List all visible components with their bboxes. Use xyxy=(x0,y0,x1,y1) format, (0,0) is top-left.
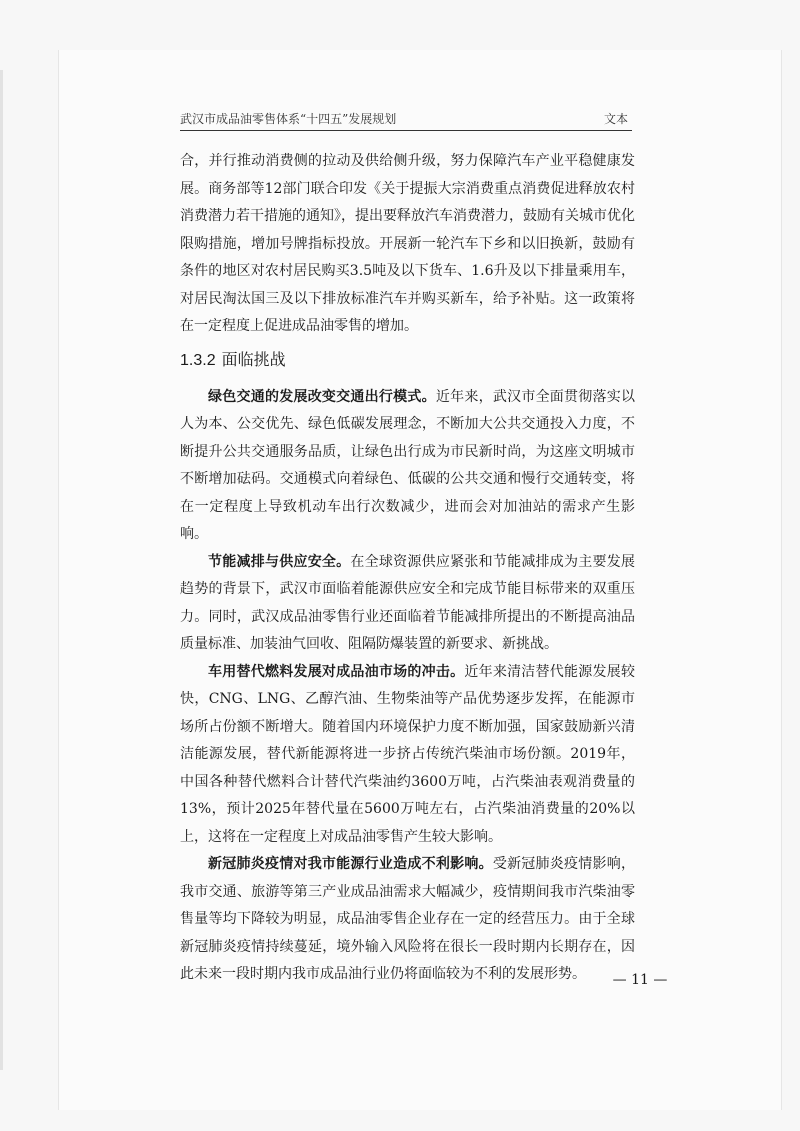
paragraph-text: 在全球资源供应紧张和节能减排成为主要发展趋势的背景下，武汉市面临着能源供应安全和完成节能目标带来的双重压力。同时，武汉成品油零售行业还面临着节能减排所提出的不断提高油品质量标准、加装油气回收、阻隔防爆装置的新要求、新挑战。 xyxy=(180,553,636,652)
paragraph-text: 近年来，武汉市全面贯彻落实以人为本、公交优先、绿色低碳发展理念，不断加大公共交通投入力度，不断提升公共交通服务品质，让绿色出行成为市民新时尚，为这座文明城市不断增加砝码。交通模式向着绿色、低碳的公共交通和慢行交通转变，将在一定程度上导致机动车出行次数减少，进而会对加油站的需求产生影响。 xyxy=(180,388,636,542)
paragraph-alternative-fuel xyxy=(180,659,635,852)
paragraph-covid xyxy=(180,851,635,989)
page-number: — 11 — xyxy=(612,972,668,988)
page-fold-shadow xyxy=(0,70,3,1070)
document-body xyxy=(180,148,635,989)
paragraph-text: 近年来清洁替代能源发展较快，CNG、LNG、乙醇汽油、生物柴油等产品优势逐步发挥，在能源市场所占份额不断增大。随着国内环境保护力度不断加强，国家鼓励新兴清洁能源发展，替代新能源将进一步挤占传统汽柴油市场份额。2019年，中国各种替代燃料合计替代汽柴油约3600万吨，占汽柴油表观消费量的13%，预计2025年替代量在5600万吨左右，占汽柴油消费量的20%以上，这将在一定程度上对成品油零售产生较大影响。 xyxy=(180,663,635,845)
paragraph-lead: 新冠肺炎疫情对我市能源行业造成不利影响。 xyxy=(208,856,493,872)
paragraph-text: 受新冠肺炎疫情影响，我市交通、旅游等第三产业成品油需求大幅减少，疫情期间我市汽柴油零售量等均下降较为明显，成品油零售企业存在一定的经营压力。由于全球新冠肺炎疫情持续蔓延，境外输入风险将在很长一段时期内长期存在，因此未来一段时期内我市成品油行业仍将面临较为不利的发展形势。 xyxy=(180,856,635,982)
header-title: 武汉市成品油零售体系“十四五”发展规划 xyxy=(180,112,397,126)
paragraph-lead: 绿色交通的发展改变交通出行模式。 xyxy=(208,388,436,405)
paragraph-lead: 车用替代燃料发展对成品油市场的冲击。 xyxy=(208,663,465,680)
running-header xyxy=(180,108,632,131)
section-heading xyxy=(180,346,635,375)
paragraph-green-transport xyxy=(180,384,635,549)
paragraph-energy-saving xyxy=(180,549,635,659)
section-number: 1.3.2 xyxy=(180,351,216,369)
paragraph-lead: 节能减排与供应安全。 xyxy=(208,553,351,570)
paragraph-continued: 合，并行推动消费侧的拉动及供给侧升级，努力保障汽车产业平稳健康发展。商务部等12部门联合印发《关于提振大宗消费重点消费促进释放农村消费潜力若干措施的通知》，提出要释放汽车消费潜力，鼓励有关城市优化限购措施，增加号牌指标投放。开展新一轮汽车下乡和以旧换新，鼓励有条件的地区对农村居民购买3.5吨及以下货车、1.6升及以下排量乘用车，对居民淘汰国三及以下排放标准汽车并购买新车，给予补贴。这一政策将在一定程度上促进成品油零售的增加。 xyxy=(180,153,635,334)
section-title: 面临挑战 xyxy=(221,349,286,369)
header-label: 文本 xyxy=(603,112,628,126)
